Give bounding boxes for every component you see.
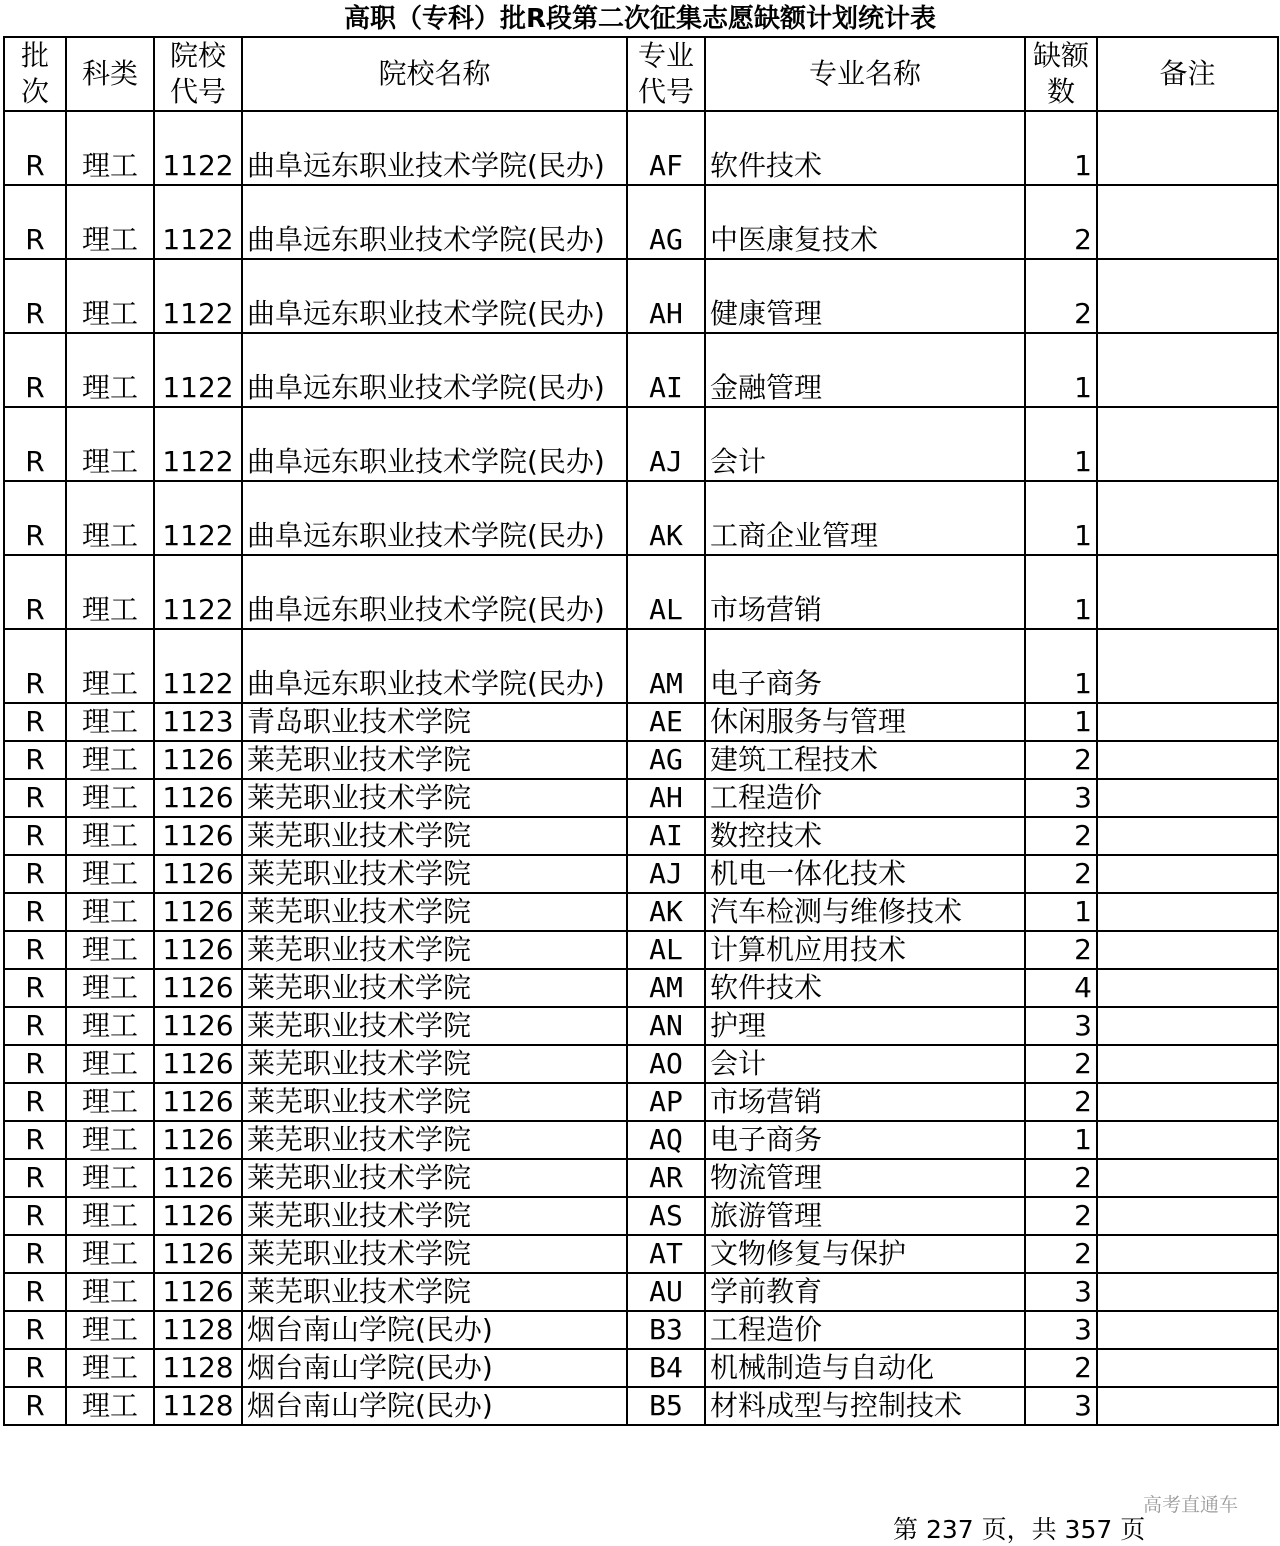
cell-batch: R xyxy=(4,111,66,185)
cell-major-name: 市场营销 xyxy=(705,555,1025,629)
cell-major-name: 汽车检测与维修技术 xyxy=(705,893,1025,931)
cell-batch: R xyxy=(4,629,66,703)
cell-school-code: 1126 xyxy=(154,931,242,969)
page-title: 高职（专科）批R段第二次征集志愿缺额计划统计表 xyxy=(343,4,937,34)
cell-major-name: 工程造价 xyxy=(705,1311,1025,1349)
cell-school-name: 曲阜远东职业技术学院(民办) xyxy=(242,111,627,185)
cell-school-code: 1128 xyxy=(154,1349,242,1387)
table-row xyxy=(4,333,1278,407)
cell-remark xyxy=(1097,259,1278,333)
table-row xyxy=(4,1235,1278,1273)
table-row xyxy=(4,817,1278,855)
cell-vacancy: 2 xyxy=(1025,741,1097,779)
cell-major-code: AG xyxy=(627,185,705,259)
cell-major-code: B4 xyxy=(627,1349,705,1387)
cell-major-name: 软件技术 xyxy=(705,969,1025,1007)
header-batch: 批次 xyxy=(4,37,66,111)
cell-school-code: 1122 xyxy=(154,111,242,185)
cell-category: 理工 xyxy=(66,1349,154,1387)
cell-remark xyxy=(1097,855,1278,893)
cell-vacancy: 2 xyxy=(1025,855,1097,893)
cell-category: 理工 xyxy=(66,1235,154,1273)
cell-vacancy: 3 xyxy=(1025,1007,1097,1045)
cell-batch: R xyxy=(4,333,66,407)
cell-batch: R xyxy=(4,1235,66,1273)
cell-school-code: 1126 xyxy=(154,855,242,893)
table-body xyxy=(4,111,1278,1425)
cell-remark xyxy=(1097,1121,1278,1159)
cell-major-name: 软件技术 xyxy=(705,111,1025,185)
cell-category: 理工 xyxy=(66,481,154,555)
cell-school-code: 1126 xyxy=(154,969,242,1007)
cell-school-name: 烟台南山学院(民办) xyxy=(242,1311,627,1349)
cell-vacancy: 3 xyxy=(1025,1387,1097,1425)
cell-school-code: 1128 xyxy=(154,1311,242,1349)
cell-school-code: 1126 xyxy=(154,779,242,817)
cell-school-code: 1126 xyxy=(154,1007,242,1045)
table-row xyxy=(4,555,1278,629)
cell-category: 理工 xyxy=(66,703,154,741)
header-major-name: 专业名称 xyxy=(705,37,1025,111)
cell-vacancy: 1 xyxy=(1025,703,1097,741)
cell-batch: R xyxy=(4,1007,66,1045)
cell-category: 理工 xyxy=(66,629,154,703)
cell-vacancy: 2 xyxy=(1025,1349,1097,1387)
cell-major-name: 数控技术 xyxy=(705,817,1025,855)
cell-vacancy: 3 xyxy=(1025,1311,1097,1349)
cell-category: 理工 xyxy=(66,969,154,1007)
cell-remark xyxy=(1097,333,1278,407)
cell-category: 理工 xyxy=(66,1083,154,1121)
cell-vacancy: 2 xyxy=(1025,817,1097,855)
table-row xyxy=(4,741,1278,779)
cell-remark xyxy=(1097,969,1278,1007)
cell-remark xyxy=(1097,1273,1278,1311)
cell-remark xyxy=(1097,1007,1278,1045)
cell-major-name: 工程造价 xyxy=(705,779,1025,817)
cell-category: 理工 xyxy=(66,111,154,185)
cell-remark xyxy=(1097,629,1278,703)
cell-batch: R xyxy=(4,1083,66,1121)
cell-major-name: 材料成型与控制技术 xyxy=(705,1387,1025,1425)
cell-vacancy: 2 xyxy=(1025,1197,1097,1235)
cell-school-code: 1126 xyxy=(154,1159,242,1197)
cell-vacancy: 1 xyxy=(1025,111,1097,185)
cell-major-code: AI xyxy=(627,817,705,855)
cell-school-name: 莱芜职业技术学院 xyxy=(242,1045,627,1083)
cell-school-name: 曲阜远东职业技术学院(民办) xyxy=(242,481,627,555)
cell-vacancy: 2 xyxy=(1025,1083,1097,1121)
header-major-code: 专业代号 xyxy=(627,37,705,111)
cell-major-code: AH xyxy=(627,259,705,333)
cell-major-name: 物流管理 xyxy=(705,1159,1025,1197)
table-row xyxy=(4,1159,1278,1197)
cell-school-name: 莱芜职业技术学院 xyxy=(242,1121,627,1159)
cell-school-code: 1122 xyxy=(154,555,242,629)
cell-major-name: 金融管理 xyxy=(705,333,1025,407)
cell-school-name: 青岛职业技术学院 xyxy=(242,703,627,741)
cell-school-name: 曲阜远东职业技术学院(民办) xyxy=(242,629,627,703)
cell-school-name: 莱芜职业技术学院 xyxy=(242,931,627,969)
table-row xyxy=(4,1007,1278,1045)
table-row xyxy=(4,407,1278,481)
cell-major-code: AM xyxy=(627,969,705,1007)
cell-batch: R xyxy=(4,1045,66,1083)
cell-major-code: AJ xyxy=(627,407,705,481)
cell-vacancy: 4 xyxy=(1025,969,1097,1007)
cell-batch: R xyxy=(4,893,66,931)
cell-batch: R xyxy=(4,185,66,259)
cell-major-name: 计算机应用技术 xyxy=(705,931,1025,969)
table-row xyxy=(4,1273,1278,1311)
cell-batch: R xyxy=(4,1159,66,1197)
cell-school-code: 1128 xyxy=(154,1387,242,1425)
cell-major-code: AJ xyxy=(627,855,705,893)
cell-major-code: AT xyxy=(627,1235,705,1273)
cell-school-name: 莱芜职业技术学院 xyxy=(242,1197,627,1235)
cell-remark xyxy=(1097,1349,1278,1387)
cell-vacancy: 1 xyxy=(1025,481,1097,555)
cell-school-code: 1126 xyxy=(154,817,242,855)
cell-remark xyxy=(1097,1387,1278,1425)
cell-category: 理工 xyxy=(66,1311,154,1349)
cell-vacancy: 2 xyxy=(1025,1159,1097,1197)
cell-major-name: 建筑工程技术 xyxy=(705,741,1025,779)
table-row xyxy=(4,1311,1278,1349)
table-row xyxy=(4,185,1278,259)
cell-category: 理工 xyxy=(66,1007,154,1045)
cell-school-code: 1122 xyxy=(154,185,242,259)
cell-batch: R xyxy=(4,1387,66,1425)
cell-school-code: 1126 xyxy=(154,1235,242,1273)
cell-batch: R xyxy=(4,931,66,969)
cell-school-name: 莱芜职业技术学院 xyxy=(242,969,627,1007)
header-category: 科类 xyxy=(66,37,154,111)
cell-major-code: AG xyxy=(627,741,705,779)
table-row xyxy=(4,1197,1278,1235)
table-row xyxy=(4,1121,1278,1159)
cell-school-code: 1126 xyxy=(154,741,242,779)
cell-school-name: 曲阜远东职业技术学院(民办) xyxy=(242,555,627,629)
cell-remark xyxy=(1097,931,1278,969)
cell-category: 理工 xyxy=(66,1121,154,1159)
cell-major-code: AU xyxy=(627,1273,705,1311)
cell-batch: R xyxy=(4,969,66,1007)
cell-major-code: AL xyxy=(627,931,705,969)
cell-major-code: AS xyxy=(627,1197,705,1235)
page-footer: 第 237 页，共 357 页 xyxy=(893,1515,1146,1544)
cell-school-name: 烟台南山学院(民办) xyxy=(242,1387,627,1425)
cell-major-name: 机械制造与自动化 xyxy=(705,1349,1025,1387)
header-vacancy: 缺额数 xyxy=(1025,37,1097,111)
cell-major-name: 会计 xyxy=(705,407,1025,481)
cell-major-name: 文物修复与保护 xyxy=(705,1235,1025,1273)
cell-category: 理工 xyxy=(66,185,154,259)
cell-batch: R xyxy=(4,779,66,817)
cell-school-name: 曲阜远东职业技术学院(民办) xyxy=(242,259,627,333)
cell-vacancy: 1 xyxy=(1025,1121,1097,1159)
cell-remark xyxy=(1097,555,1278,629)
cell-major-name: 休闲服务与管理 xyxy=(705,703,1025,741)
cell-school-name: 莱芜职业技术学院 xyxy=(242,1273,627,1311)
cell-school-name: 莱芜职业技术学院 xyxy=(242,1159,627,1197)
cell-school-name: 莱芜职业技术学院 xyxy=(242,1007,627,1045)
cell-school-code: 1126 xyxy=(154,1273,242,1311)
cell-vacancy: 2 xyxy=(1025,931,1097,969)
cell-category: 理工 xyxy=(66,259,154,333)
cell-category: 理工 xyxy=(66,741,154,779)
cell-batch: R xyxy=(4,741,66,779)
cell-remark xyxy=(1097,111,1278,185)
cell-school-code: 1126 xyxy=(154,1121,242,1159)
cell-school-name: 莱芜职业技术学院 xyxy=(242,855,627,893)
cell-major-name: 旅游管理 xyxy=(705,1197,1025,1235)
header-school-code: 院校代号 xyxy=(154,37,242,111)
table-row xyxy=(4,481,1278,555)
table-row xyxy=(4,259,1278,333)
cell-category: 理工 xyxy=(66,333,154,407)
cell-major-code: AL xyxy=(627,555,705,629)
cell-school-name: 莱芜职业技术学院 xyxy=(242,1235,627,1273)
cell-major-code: B3 xyxy=(627,1311,705,1349)
cell-vacancy: 1 xyxy=(1025,333,1097,407)
cell-school-name: 莱芜职业技术学院 xyxy=(242,893,627,931)
cell-major-code: AK xyxy=(627,481,705,555)
cell-vacancy: 2 xyxy=(1025,1235,1097,1273)
cell-school-code: 1123 xyxy=(154,703,242,741)
cell-batch: R xyxy=(4,1311,66,1349)
cell-vacancy: 3 xyxy=(1025,1273,1097,1311)
cell-school-code: 1126 xyxy=(154,1083,242,1121)
cell-major-code: AP xyxy=(627,1083,705,1121)
cell-major-code: AI xyxy=(627,333,705,407)
cell-batch: R xyxy=(4,259,66,333)
table-row xyxy=(4,779,1278,817)
cell-batch: R xyxy=(4,407,66,481)
cell-remark xyxy=(1097,741,1278,779)
cell-category: 理工 xyxy=(66,1159,154,1197)
cell-remark xyxy=(1097,1045,1278,1083)
cell-batch: R xyxy=(4,1349,66,1387)
watermark: 高考直通车 xyxy=(1143,1494,1239,1516)
cell-major-name: 工商企业管理 xyxy=(705,481,1025,555)
cell-batch: R xyxy=(4,855,66,893)
cell-batch: R xyxy=(4,817,66,855)
cell-school-name: 烟台南山学院(民办) xyxy=(242,1349,627,1387)
cell-batch: R xyxy=(4,703,66,741)
cell-vacancy: 1 xyxy=(1025,407,1097,481)
cell-school-code: 1126 xyxy=(154,893,242,931)
cell-school-code: 1122 xyxy=(154,481,242,555)
cell-major-name: 机电一体化技术 xyxy=(705,855,1025,893)
cell-remark xyxy=(1097,1311,1278,1349)
table-row xyxy=(4,855,1278,893)
cell-remark xyxy=(1097,1197,1278,1235)
cell-remark xyxy=(1097,1083,1278,1121)
table-row xyxy=(4,931,1278,969)
cell-category: 理工 xyxy=(66,407,154,481)
cell-school-code: 1126 xyxy=(154,1197,242,1235)
cell-major-name: 健康管理 xyxy=(705,259,1025,333)
header-remark: 备注 xyxy=(1097,37,1278,111)
cell-major-code: B5 xyxy=(627,1387,705,1425)
cell-major-code: AM xyxy=(627,629,705,703)
table-row xyxy=(4,703,1278,741)
cell-major-name: 中医康复技术 xyxy=(705,185,1025,259)
cell-remark xyxy=(1097,703,1278,741)
cell-school-name: 莱芜职业技术学院 xyxy=(242,1083,627,1121)
cell-school-code: 1122 xyxy=(154,259,242,333)
cell-category: 理工 xyxy=(66,893,154,931)
cell-remark xyxy=(1097,1159,1278,1197)
cell-vacancy: 1 xyxy=(1025,893,1097,931)
table-row xyxy=(4,1387,1278,1425)
cell-major-code: AN xyxy=(627,1007,705,1045)
cell-batch: R xyxy=(4,555,66,629)
cell-remark xyxy=(1097,817,1278,855)
cell-remark xyxy=(1097,779,1278,817)
cell-school-name: 莱芜职业技术学院 xyxy=(242,779,627,817)
table-row xyxy=(4,1349,1278,1387)
cell-major-name: 电子商务 xyxy=(705,1121,1025,1159)
cell-batch: R xyxy=(4,1273,66,1311)
cell-major-name: 市场营销 xyxy=(705,1083,1025,1121)
cell-vacancy: 1 xyxy=(1025,555,1097,629)
cell-school-name: 曲阜远东职业技术学院(民办) xyxy=(242,185,627,259)
table-row xyxy=(4,629,1278,703)
cell-category: 理工 xyxy=(66,817,154,855)
cell-school-code: 1122 xyxy=(154,333,242,407)
cell-vacancy: 2 xyxy=(1025,1045,1097,1083)
cell-category: 理工 xyxy=(66,855,154,893)
cell-vacancy: 3 xyxy=(1025,779,1097,817)
cell-batch: R xyxy=(4,1197,66,1235)
cell-remark xyxy=(1097,893,1278,931)
cell-category: 理工 xyxy=(66,1387,154,1425)
cell-major-code: AQ xyxy=(627,1121,705,1159)
header-school-name: 院校名称 xyxy=(242,37,627,111)
cell-batch: R xyxy=(4,1121,66,1159)
cell-school-name: 曲阜远东职业技术学院(民办) xyxy=(242,333,627,407)
cell-school-name: 莱芜职业技术学院 xyxy=(242,741,627,779)
cell-major-code: AO xyxy=(627,1045,705,1083)
cell-category: 理工 xyxy=(66,1197,154,1235)
cell-vacancy: 1 xyxy=(1025,629,1097,703)
cell-vacancy: 2 xyxy=(1025,259,1097,333)
cell-school-name: 曲阜远东职业技术学院(民办) xyxy=(242,407,627,481)
table-row xyxy=(4,969,1278,1007)
cell-school-code: 1122 xyxy=(154,629,242,703)
cell-major-name: 电子商务 xyxy=(705,629,1025,703)
cell-category: 理工 xyxy=(66,931,154,969)
cell-school-code: 1122 xyxy=(154,407,242,481)
cell-batch: R xyxy=(4,481,66,555)
cell-category: 理工 xyxy=(66,1273,154,1311)
cell-school-name: 莱芜职业技术学院 xyxy=(242,817,627,855)
cell-remark xyxy=(1097,1235,1278,1273)
cell-category: 理工 xyxy=(66,1045,154,1083)
cell-major-name: 护理 xyxy=(705,1007,1025,1045)
table-header-row xyxy=(4,37,1278,111)
cell-category: 理工 xyxy=(66,555,154,629)
table-row xyxy=(4,1083,1278,1121)
cell-category: 理工 xyxy=(66,779,154,817)
cell-remark xyxy=(1097,185,1278,259)
cell-school-code: 1126 xyxy=(154,1045,242,1083)
cell-major-name: 会计 xyxy=(705,1045,1025,1083)
table-row xyxy=(4,1045,1278,1083)
cell-vacancy: 2 xyxy=(1025,185,1097,259)
cell-remark xyxy=(1097,407,1278,481)
cell-major-code: AE xyxy=(627,703,705,741)
vacancy-table xyxy=(3,36,1279,1426)
table-row xyxy=(4,893,1278,931)
cell-major-name: 学前教育 xyxy=(705,1273,1025,1311)
cell-major-code: AF xyxy=(627,111,705,185)
cell-major-code: AR xyxy=(627,1159,705,1197)
cell-remark xyxy=(1097,481,1278,555)
table-row xyxy=(4,111,1278,185)
cell-major-code: AK xyxy=(627,893,705,931)
cell-major-code: AH xyxy=(627,779,705,817)
